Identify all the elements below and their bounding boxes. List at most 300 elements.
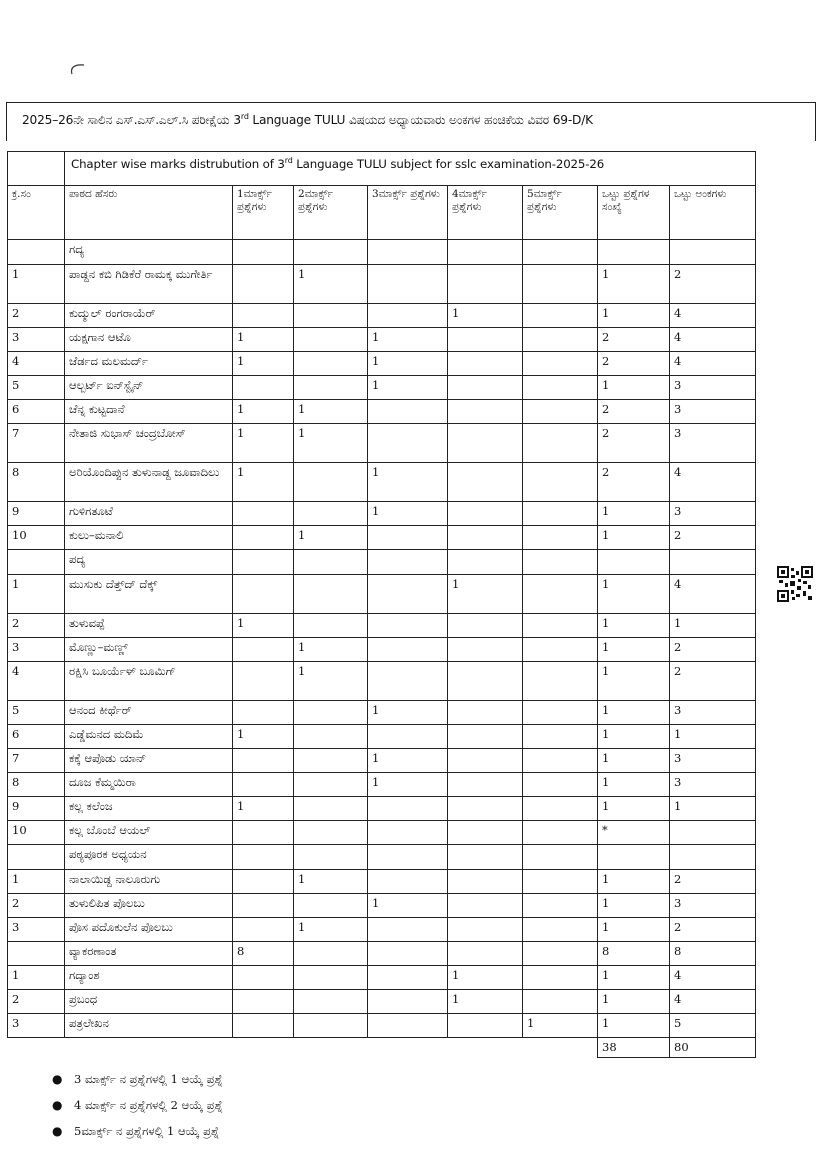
- table-row: [8, 701, 756, 725]
- five-mark-cell: [523, 400, 598, 424]
- lesson-name-cell: ಪ್ರಬಂಧ: [65, 990, 233, 1014]
- one-mark-cell: [233, 502, 294, 526]
- table-row: [8, 376, 756, 400]
- total-marks-cell: 3: [670, 502, 756, 526]
- one-mark-cell: [233, 870, 294, 894]
- total-marks-cell: 8: [670, 942, 756, 966]
- section-empty-cell: [670, 240, 756, 265]
- header-serial: ಕ್ರ.ಸಂ: [8, 186, 65, 240]
- total-marks-cell: 1: [670, 614, 756, 638]
- note-item: [52, 1092, 223, 1118]
- serial-cell: 3: [8, 1014, 65, 1038]
- lesson-name-cell: ನೇತಾಜಿ ಸುಭಾಸ್ ಚಂದ್ರಬೋಸ್: [65, 424, 233, 463]
- section-empty-cell: [523, 240, 598, 265]
- three-mark-cell: [368, 942, 448, 966]
- lesson-name-cell: ಅರಿಯೊಂದಿಪ್ಪುನ ತುಳುನಾಡ್ದ ಜೂವಾದಿಲು: [65, 463, 233, 502]
- four-mark-cell: [448, 749, 523, 773]
- serial-cell: 2: [8, 894, 65, 918]
- two-mark-cell: [294, 463, 368, 502]
- two-mark-cell: [294, 773, 368, 797]
- three-mark-cell: [368, 725, 448, 749]
- four-mark-cell: [448, 894, 523, 918]
- five-mark-cell: [523, 870, 598, 894]
- lesson-name-cell: ಕುಲು–ಮನಾಲಿ: [65, 526, 233, 550]
- section-empty-cell: [368, 845, 448, 870]
- header-total-marks: ಒಟ್ಟು ಅಂಕಗಳು: [670, 186, 756, 240]
- section-empty-cell: [368, 240, 448, 265]
- total-marks-cell: 2: [670, 662, 756, 701]
- section-empty-cell: [294, 240, 368, 265]
- total-questions-cell: 2: [598, 352, 670, 376]
- total-questions-cell: 1: [598, 749, 670, 773]
- lesson-name-cell: ರಕ್ಷಿಸಿ ಬೂರ್ಯೆಳ್ ಬೂಮಿಗ್: [65, 662, 233, 701]
- totals-blank-cell: [448, 1038, 523, 1058]
- one-mark-cell: [233, 918, 294, 942]
- section-empty-cell: [523, 845, 598, 870]
- serial-cell: 1: [8, 870, 65, 894]
- five-mark-cell: [523, 463, 598, 502]
- marks-distribution-table: [7, 151, 756, 1058]
- two-mark-cell: [294, 821, 368, 845]
- table-row: [8, 870, 756, 894]
- total-questions-cell: 1: [598, 990, 670, 1014]
- four-mark-cell: [448, 942, 523, 966]
- five-mark-cell: [523, 725, 598, 749]
- section-empty-cell: [448, 550, 523, 575]
- total-marks-cell: 4: [670, 990, 756, 1014]
- total-marks-cell: 3: [670, 424, 756, 463]
- total-marks-cell: 4: [670, 328, 756, 352]
- five-mark-cell: [523, 749, 598, 773]
- table-row: [8, 304, 756, 328]
- one-mark-cell: 1: [233, 463, 294, 502]
- totals-blank-cell: [294, 1038, 368, 1058]
- total-marks-cell: 3: [670, 400, 756, 424]
- totals-row: [8, 1038, 756, 1058]
- total-questions-cell: 1: [598, 304, 670, 328]
- total-marks-cell: 3: [670, 749, 756, 773]
- lesson-name-cell: ತುಳುಲಿಪಿತ ಪೊಲಬು: [65, 894, 233, 918]
- four-mark-cell: [448, 352, 523, 376]
- serial-cell: 3: [8, 918, 65, 942]
- caption-blank-cell: [8, 152, 65, 186]
- three-mark-cell: 1: [368, 502, 448, 526]
- three-mark-cell: [368, 918, 448, 942]
- section-row: [8, 845, 756, 870]
- section-label: ಗದ್ಯ: [65, 240, 233, 265]
- table-row: [8, 1014, 756, 1038]
- title-suffix: Language TULU ವಿಷಯದ ಅಧ್ಯಾಯವಾರು ಅಂಕಗಳ ಹಂಚಿಕೆಯ ವಿವರ 69-D/K: [248, 113, 593, 128]
- lesson-name-cell: ಎಡ್ಡೆಮನದ ಮದಿಮೆ: [65, 725, 233, 749]
- one-mark-cell: 1: [233, 352, 294, 376]
- serial-cell: 2: [8, 304, 65, 328]
- lesson-name-cell: ನಾಲಾಯಿಡ್ದ ನಾಲೂರುಗು: [65, 870, 233, 894]
- lesson-name-cell: ಗದ್ಯಾಂಶ: [65, 966, 233, 990]
- two-mark-cell: [294, 614, 368, 638]
- lesson-name-cell: ಜೆರ್ಡದ ಮಲಮರ್ದ್: [65, 352, 233, 376]
- lesson-name-cell: ದೂಜ ಕೆಮ್ಮಯಿರಾ: [65, 773, 233, 797]
- table-row: [8, 265, 756, 304]
- serial-cell: 1: [8, 575, 65, 614]
- four-mark-cell: [448, 526, 523, 550]
- two-mark-cell: [294, 725, 368, 749]
- total-questions-cell: 1: [598, 526, 670, 550]
- serial-cell: 8: [8, 773, 65, 797]
- five-mark-cell: [523, 894, 598, 918]
- five-mark-cell: [523, 701, 598, 725]
- total-marks-cell: 3: [670, 701, 756, 725]
- five-mark-cell: [523, 797, 598, 821]
- total-questions-cell: 1: [598, 894, 670, 918]
- three-mark-cell: [368, 966, 448, 990]
- header-5-mark: 5ಮಾರ್ಕ್ಸ್ ಪ್ರಶ್ನೆಗಳು: [523, 186, 598, 240]
- bullet-icon: ●: [52, 1124, 63, 1138]
- table-row: [8, 463, 756, 502]
- five-mark-cell: [523, 304, 598, 328]
- serial-cell: 9: [8, 502, 65, 526]
- two-mark-cell: [294, 328, 368, 352]
- four-mark-cell: [448, 265, 523, 304]
- total-marks-cell: 4: [670, 463, 756, 502]
- serial-cell: 10: [8, 526, 65, 550]
- one-mark-cell: [233, 1014, 294, 1038]
- serial-cell: [8, 942, 65, 966]
- four-mark-cell: 1: [448, 990, 523, 1014]
- one-mark-cell: [233, 638, 294, 662]
- table-row: [8, 575, 756, 614]
- section-empty-cell: [294, 845, 368, 870]
- three-mark-cell: 1: [368, 773, 448, 797]
- section-empty-cell: [670, 550, 756, 575]
- note-item: [52, 1118, 223, 1144]
- table-row: [8, 502, 756, 526]
- one-mark-cell: [233, 265, 294, 304]
- serial-cell: 9: [8, 797, 65, 821]
- section-empty-cell: [294, 550, 368, 575]
- total-questions-cell: 1: [598, 701, 670, 725]
- table-row: [8, 424, 756, 463]
- total-marks-cell: 2: [670, 526, 756, 550]
- serial-cell: 1: [8, 966, 65, 990]
- four-mark-cell: [448, 918, 523, 942]
- section-empty-cell: [448, 845, 523, 870]
- two-mark-cell: [294, 575, 368, 614]
- one-mark-cell: [233, 821, 294, 845]
- total-questions-cell: 2: [598, 424, 670, 463]
- serial-cell: 3: [8, 328, 65, 352]
- table-row: [8, 352, 756, 376]
- five-mark-cell: [523, 328, 598, 352]
- serial-cell: 10: [8, 821, 65, 845]
- total-marks-cell: 4: [670, 966, 756, 990]
- lesson-name-cell: ಕಕ್ಕೆ ಆಪೊಡು ಯಾನ್: [65, 749, 233, 773]
- lesson-name-cell: ವ್ಯಾಕರಣಾಂತ: [65, 942, 233, 966]
- table-row: [8, 638, 756, 662]
- total-questions-cell: 1: [598, 918, 670, 942]
- four-mark-cell: [448, 638, 523, 662]
- two-mark-cell: 1: [294, 638, 368, 662]
- section-serial-cell: [8, 845, 65, 870]
- two-mark-cell: 1: [294, 918, 368, 942]
- lesson-name-cell: ಪೊಸ ಪದೊಕುಲೆನ ಪೊಲಬು: [65, 918, 233, 942]
- five-mark-cell: [523, 265, 598, 304]
- total-marks-cell: 3: [670, 376, 756, 400]
- two-mark-cell: [294, 1014, 368, 1038]
- two-mark-cell: [294, 894, 368, 918]
- bullet-icon: ●: [52, 1098, 63, 1112]
- lesson-name-cell: ಕಲ್ಲ ಬೊಂಬೆ ಆಯಲ್: [65, 821, 233, 845]
- lesson-name-cell: ತುಳುವಪ್ಪೆ: [65, 614, 233, 638]
- table-row: [8, 328, 756, 352]
- five-mark-cell: [523, 424, 598, 463]
- table-row: [8, 966, 756, 990]
- three-mark-cell: [368, 526, 448, 550]
- total-marks-cell: 1: [670, 797, 756, 821]
- four-mark-cell: [448, 870, 523, 894]
- table-row: [8, 526, 756, 550]
- title-sup: rd: [240, 112, 249, 121]
- three-mark-cell: [368, 424, 448, 463]
- serial-cell: 3: [8, 638, 65, 662]
- one-mark-cell: [233, 304, 294, 328]
- two-mark-cell: 1: [294, 424, 368, 463]
- four-mark-cell: [448, 797, 523, 821]
- one-mark-cell: [233, 749, 294, 773]
- serial-cell: 4: [8, 352, 65, 376]
- header-1-mark: 1ಮಾರ್ಕ್ಸ್ ಪ್ರಶ್ನೆಗಳು: [233, 186, 294, 240]
- total-marks-cell: 2: [670, 870, 756, 894]
- total-questions-cell: 2: [598, 328, 670, 352]
- total-marks-cell: 3: [670, 894, 756, 918]
- total-marks-cell: 2: [670, 918, 756, 942]
- five-mark-cell: [523, 821, 598, 845]
- bullet-icon: ●: [52, 1072, 63, 1086]
- four-mark-cell: [448, 400, 523, 424]
- lesson-name-cell: ಪಾಡ್ದನ ಕಬಿ ಗಿಡಿಕೆರೆ ರಾಮಕ್ಕ ಮುಗೇರ್ತಿ: [65, 265, 233, 304]
- note-item: [52, 1066, 223, 1092]
- total-questions-cell: 1: [598, 265, 670, 304]
- five-mark-cell: [523, 526, 598, 550]
- two-mark-cell: [294, 942, 368, 966]
- one-mark-cell: [233, 662, 294, 701]
- five-mark-cell: [523, 773, 598, 797]
- caption-prefix: Chapter wise marks distrubution of 3: [71, 156, 285, 171]
- one-mark-cell: 1: [233, 328, 294, 352]
- total-questions-cell: 8: [598, 942, 670, 966]
- three-mark-cell: 1: [368, 463, 448, 502]
- total-marks-cell: 4: [670, 352, 756, 376]
- five-mark-cell: [523, 376, 598, 400]
- one-mark-cell: [233, 990, 294, 1014]
- two-mark-cell: [294, 304, 368, 328]
- total-questions-cell: 1: [598, 575, 670, 614]
- three-mark-cell: [368, 797, 448, 821]
- total-questions-cell: 1: [598, 614, 670, 638]
- total-questions-cell: *: [598, 821, 670, 845]
- table-caption: [65, 152, 756, 186]
- four-mark-cell: [448, 376, 523, 400]
- header-3-mark: 3ಮಾರ್ಕ್ಸ್ ಪ್ರಶ್ನೆಗಳು: [368, 186, 448, 240]
- table-row: [8, 614, 756, 638]
- serial-cell: 2: [8, 990, 65, 1014]
- caption-row: [8, 152, 756, 186]
- three-mark-cell: 1: [368, 328, 448, 352]
- five-mark-cell: [523, 502, 598, 526]
- notes-list: [52, 1066, 223, 1144]
- two-mark-cell: [294, 966, 368, 990]
- header-row: [8, 186, 756, 240]
- section-empty-cell: [523, 550, 598, 575]
- lesson-name-cell: ಆನಂದ ಕೀರ್ಥೆರ್: [65, 701, 233, 725]
- four-mark-cell: [448, 773, 523, 797]
- two-mark-cell: [294, 701, 368, 725]
- five-mark-cell: [523, 575, 598, 614]
- lesson-name-cell: ಮೊಣ್ಣು–ಮಣ್ಣ್: [65, 638, 233, 662]
- two-mark-cell: [294, 749, 368, 773]
- serial-cell: 4: [8, 662, 65, 701]
- serial-cell: 1: [8, 265, 65, 304]
- lesson-name-cell: ಯಕ್ಷಗಾನ ಆಟೊ: [65, 328, 233, 352]
- totals-blank-cell: [233, 1038, 294, 1058]
- two-mark-cell: 1: [294, 265, 368, 304]
- one-mark-cell: 1: [233, 797, 294, 821]
- four-mark-cell: 1: [448, 304, 523, 328]
- two-mark-cell: 1: [294, 526, 368, 550]
- two-mark-cell: [294, 502, 368, 526]
- two-mark-cell: 1: [294, 662, 368, 701]
- serial-cell: 7: [8, 749, 65, 773]
- one-mark-cell: 8: [233, 942, 294, 966]
- table-row: [8, 918, 756, 942]
- header-total-questions: ಒಟ್ಟು ಪ್ರಶ್ನೆಗಳ ಸಂಖ್ಯೆ: [598, 186, 670, 240]
- lesson-name-cell: ಪತ್ರಲೇಖನ: [65, 1014, 233, 1038]
- caption-sup: rd: [284, 156, 293, 165]
- one-mark-cell: 1: [233, 424, 294, 463]
- table-row: [8, 990, 756, 1014]
- total-questions-cell: 1: [598, 870, 670, 894]
- total-questions-cell: 1: [598, 773, 670, 797]
- three-mark-cell: [368, 304, 448, 328]
- total-questions-cell: 2: [598, 463, 670, 502]
- total-questions-cell: 2: [598, 400, 670, 424]
- four-mark-cell: [448, 614, 523, 638]
- one-mark-cell: [233, 526, 294, 550]
- pen-mark: [62, 60, 92, 80]
- two-mark-cell: [294, 352, 368, 376]
- five-mark-cell: 1: [523, 1014, 598, 1038]
- three-mark-cell: 1: [368, 376, 448, 400]
- header-lesson-name: ಪಾಠದ ಹೆಸರು: [65, 186, 233, 240]
- three-mark-cell: [368, 400, 448, 424]
- total-marks-cell: 2: [670, 265, 756, 304]
- total-questions-cell: 1: [598, 966, 670, 990]
- three-mark-cell: [368, 990, 448, 1014]
- one-mark-cell: 1: [233, 614, 294, 638]
- serial-cell: 5: [8, 701, 65, 725]
- table-row: [8, 773, 756, 797]
- total-questions-cell: 1: [598, 376, 670, 400]
- title-prefix: 2025–26ನೇ ಸಾಲಿನ ಎಸ್.ಎಸ್.ಎಲ್.ಸಿ ಪರೀಕ್ಷೆಯ 3: [22, 113, 241, 128]
- three-mark-cell: 1: [368, 749, 448, 773]
- lesson-name-cell: ಕಲ್ಲ ಕಲೆಂಜ: [65, 797, 233, 821]
- header-2-mark: 2ಮಾರ್ಕ್ಸ್ ಪ್ರಶ್ನೆಗಳು: [294, 186, 368, 240]
- total-marks-cell: 5: [670, 1014, 756, 1038]
- four-mark-cell: [448, 701, 523, 725]
- three-mark-cell: [368, 265, 448, 304]
- totals-blank-cell: [523, 1038, 598, 1058]
- three-mark-cell: 1: [368, 352, 448, 376]
- three-mark-cell: [368, 614, 448, 638]
- total-questions-cell: 1: [598, 502, 670, 526]
- five-mark-cell: [523, 918, 598, 942]
- total-marks-cell: 3: [670, 773, 756, 797]
- two-mark-cell: [294, 797, 368, 821]
- note-text: 4 ಮಾರ್ಕ್ಸ್ ನ ಪ್ರಶ್ನೆಗಳಲ್ಲಿ 2 ಆಯ್ಕೆ ಪ್ರಶ್ನೆ: [74, 1097, 223, 1112]
- one-mark-cell: [233, 575, 294, 614]
- total-marks-cell: 4: [670, 304, 756, 328]
- two-mark-cell: 1: [294, 870, 368, 894]
- serial-cell: 5: [8, 376, 65, 400]
- total-questions-cell: 1: [598, 662, 670, 701]
- lesson-name-cell: ಆಲ್ಬರ್ಟ್ ಐನ್‌ಸ್ಟೈನ್: [65, 376, 233, 400]
- five-mark-cell: [523, 966, 598, 990]
- qr-code-icon: [777, 566, 813, 602]
- serial-cell: 2: [8, 614, 65, 638]
- section-row: [8, 550, 756, 575]
- table-row: [8, 821, 756, 845]
- four-mark-cell: [448, 725, 523, 749]
- four-mark-cell: 1: [448, 575, 523, 614]
- three-mark-cell: [368, 1014, 448, 1038]
- one-mark-cell: [233, 894, 294, 918]
- table-row: [8, 662, 756, 701]
- five-mark-cell: [523, 662, 598, 701]
- total-questions-cell: 1: [598, 725, 670, 749]
- one-mark-cell: [233, 376, 294, 400]
- three-mark-cell: [368, 662, 448, 701]
- four-mark-cell: [448, 463, 523, 502]
- table-row: [8, 797, 756, 821]
- three-mark-cell: [368, 575, 448, 614]
- section-empty-cell: [233, 550, 294, 575]
- four-mark-cell: [448, 662, 523, 701]
- serial-cell: 6: [8, 400, 65, 424]
- four-mark-cell: [448, 328, 523, 352]
- lesson-name-cell: ಚೆನ್ನ ಕುಟ್ಟದಾನೆ: [65, 400, 233, 424]
- serial-cell: 6: [8, 725, 65, 749]
- header-4-mark: 4ಮಾರ್ಕ್ಸ್ ಪ್ರಶ್ನೆಗಳು: [448, 186, 523, 240]
- five-mark-cell: [523, 638, 598, 662]
- one-mark-cell: [233, 773, 294, 797]
- one-mark-cell: [233, 966, 294, 990]
- one-mark-cell: 1: [233, 400, 294, 424]
- grand-total-marks: 80: [670, 1038, 756, 1058]
- table-row: [8, 749, 756, 773]
- grand-total-questions: 38: [598, 1038, 670, 1058]
- total-questions-cell: 1: [598, 797, 670, 821]
- lesson-name-cell: ಮುಸುಕು ದೆತ್ತ್‌ದ್ ದೆಕ್ಕ್: [65, 575, 233, 614]
- section-serial-cell: [8, 240, 65, 265]
- total-marks-cell: 1: [670, 725, 756, 749]
- table-body: [8, 240, 756, 1058]
- section-empty-cell: [368, 550, 448, 575]
- four-mark-cell: 1: [448, 966, 523, 990]
- total-questions-cell: 1: [598, 1014, 670, 1038]
- total-marks-cell: 4: [670, 575, 756, 614]
- caption-suffix: Language TULU subject for sslc examination-2025-26: [292, 156, 605, 171]
- four-mark-cell: [448, 821, 523, 845]
- lesson-name-cell: ಗುಳಿಗತೂಟೆ: [65, 502, 233, 526]
